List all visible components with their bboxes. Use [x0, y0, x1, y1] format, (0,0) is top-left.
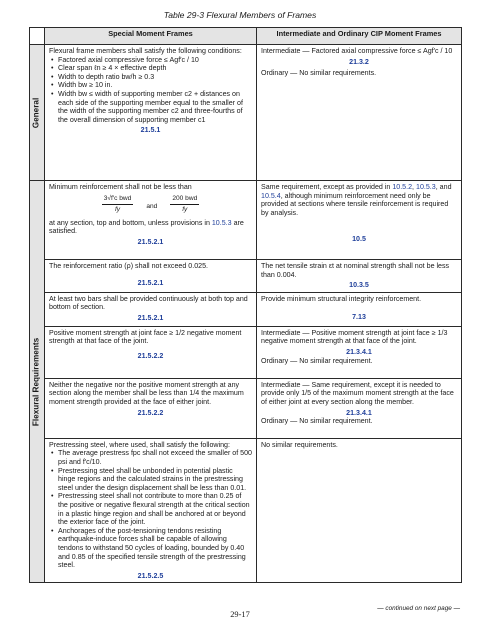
intermediate-cell: [257, 438, 462, 583]
ordinary-text: Ordinary — No similar requirement.: [261, 417, 373, 426]
intermediate-cell: [257, 181, 462, 260]
section-ref[interactable]: 21.5.2.2: [137, 408, 164, 417]
page-number: 29-17: [230, 610, 250, 619]
formula-left-fraction: [102, 195, 134, 215]
section-link[interactable]: 10.5.3: [416, 183, 436, 191]
prestressing-bullet-list: [49, 449, 252, 569]
formula-left-numerator: 3√f′c bwd: [102, 195, 134, 206]
row-text: Prestressing steel, where used, shall satisfy the following:: [49, 440, 230, 449]
general-ordinary-text: Ordinary — No similar requirements.: [261, 69, 377, 78]
row-text: The reinforcement ratio (ρ) shall not exceed 0.025.: [49, 262, 208, 270]
list-item: • Prestressing steel shall be unbonded in potential plastic hinge regions and the calculated strains in the prestressing steel under the design displacement shall be less than 0.01.: [58, 467, 252, 493]
section-ref[interactable]: 21.5.2.1: [137, 278, 164, 287]
row-text-2: at any section, top and bottom, unless provisions in 10.5.3 are satisfied.: [49, 218, 244, 236]
section-ref[interactable]: 21.3.2: [349, 57, 369, 66]
section-ref[interactable]: 21.3.4.1: [346, 347, 372, 356]
corner-cell: [30, 28, 45, 45]
section-ref[interactable]: 10.5: [352, 235, 366, 244]
intermediate-cell: [257, 292, 462, 326]
formula-left-denominator: fy: [114, 206, 121, 214]
section-ref[interactable]: 10.3.5: [349, 281, 369, 290]
formula-right-numerator: 200 bwd: [170, 195, 199, 206]
formula-right-fraction: [170, 195, 199, 215]
general-intermediate-cell: [257, 45, 462, 181]
table-row: [30, 438, 462, 583]
row-text: Provide minimum structural integrity reinforcement.: [261, 294, 422, 303]
row-text: Minimum reinforcement shall not be less than: [49, 183, 192, 191]
list-item: • The average prestress fpc shall not exceed the smaller of 500 psi and f′c/10.: [58, 449, 252, 466]
special-cell: [45, 260, 257, 293]
header-intermediate: Intermediate and Ordinary CIP Moment Frames: [257, 28, 462, 45]
list-item: • Width bw ≥ 10 in.: [58, 81, 252, 90]
section-ref[interactable]: 21.5.2.1: [137, 313, 164, 322]
section-ref[interactable]: 21.3.4.1: [346, 408, 372, 417]
formula-and: and: [146, 203, 158, 211]
header-special: Special Moment Frames: [45, 28, 257, 45]
header-row: [30, 28, 462, 45]
row-text: Intermediate — Positive moment strength at joint face ≥ 1/3 negative moment strength at that face of the joint.: [261, 328, 448, 346]
section-ref[interactable]: 21.5.2.1: [137, 237, 164, 246]
list-item: • Prestressing steel shall not contribute to more than 0.25 of the positive or negative flexural strength at the critical section in a plastic hinge region and shall be anchored at or beyond the exterior face of the joint.: [58, 492, 252, 526]
table-row: [30, 181, 462, 260]
list-item: • Width bw ≤ width of supporting member c2 + distances on each side of the supporting member equal to the smaller of the width of the supporting member c2 and three-fourths of the overall dimension of supporting member c1: [58, 90, 252, 124]
section-ref[interactable]: 21.5.1: [140, 126, 161, 135]
table-row: [30, 378, 462, 438]
general-bullet-list: [49, 56, 252, 125]
flexural-members-table: [29, 27, 462, 583]
table-row: [30, 260, 462, 293]
general-intermediate-text: Intermediate — Factored axial compressive force ≤ Agf′c / 10: [261, 47, 453, 55]
special-cell: [45, 378, 257, 438]
group-general: [30, 45, 45, 181]
group-flexural: [30, 181, 45, 583]
row-text: Same requirement, except as provided in 10.5.2, 10.5.3, and 10.5.4, although minimum reinforcement need only be provided at sections where tensile reinforcement is required by analysis.: [261, 183, 452, 217]
formula-right-denominator: fy: [182, 206, 188, 214]
intermediate-cell: [257, 378, 462, 438]
list-item: • Width to depth ratio bw/h ≥ 0.3: [58, 73, 252, 82]
list-item: • Factored axial compressive force ≤ Agf′c / 10: [58, 56, 252, 65]
continued-note: — continued on next page —: [377, 605, 460, 612]
general-special-cell: [45, 45, 257, 181]
row-text: The net tensile strain εt at nominal strength shall not be less than 0.004.: [261, 262, 450, 279]
row-text: Neither the negative nor the positive moment strength at any section along the member shall be less than 1/4 the maximum moment strength provided at the face of either joint.: [49, 380, 244, 406]
section-link[interactable]: 10.5.4: [261, 191, 281, 200]
general-intro: Flexural frame members shall satisfy the following conditions:: [49, 47, 242, 55]
min-reinforcement-formula: [49, 195, 252, 215]
section-link[interactable]: 10.5.2: [392, 183, 413, 191]
table-row: [30, 326, 462, 378]
row-text: Positive moment strength at joint face ≥ 1/2 negative moment strength at that face of the joint.: [49, 328, 242, 346]
ordinary-text: Ordinary — No similar requirement.: [261, 356, 373, 365]
section-ref[interactable]: 21.5.2.2: [137, 351, 164, 360]
table-caption: Table 29-3 Flexural Members of Frames: [163, 10, 317, 20]
group-label-general: General: [31, 97, 41, 128]
row-text: Intermediate — Same requirement, except it is needed to provide only 1/5 of the maximum moment strength at the face of either joint at every section along the member.: [261, 380, 454, 406]
intermediate-cell: [257, 260, 462, 293]
group-label-flexural: Flexural Requirements: [31, 337, 41, 426]
table-row: [30, 45, 462, 181]
section-ref[interactable]: 7.13: [352, 313, 366, 322]
special-cell: [45, 181, 257, 260]
intermediate-cell: [257, 326, 462, 378]
list-item: • Anchorages of the post-tensioning tendons resisting earthquake-induce forces shall be capable of allowing tendons to withstand 50 cycles of loading, bounded by 0.40 and 0.85 of the specified tensile strength of the prestressing steel.: [58, 527, 252, 570]
row-text: At least two bars shall be provided continuously at both top and bottom of section.: [49, 294, 248, 312]
row-text: No similar requirements.: [261, 440, 338, 449]
special-cell: [45, 326, 257, 378]
special-cell: [45, 438, 257, 583]
section-ref[interactable]: 21.5.2.5: [137, 571, 164, 580]
table-row: [30, 292, 462, 326]
list-item: • Clear span ℓn ≥ 4 × effective depth: [58, 64, 252, 73]
section-link[interactable]: 10.5.3: [211, 218, 232, 227]
special-cell: [45, 292, 257, 326]
